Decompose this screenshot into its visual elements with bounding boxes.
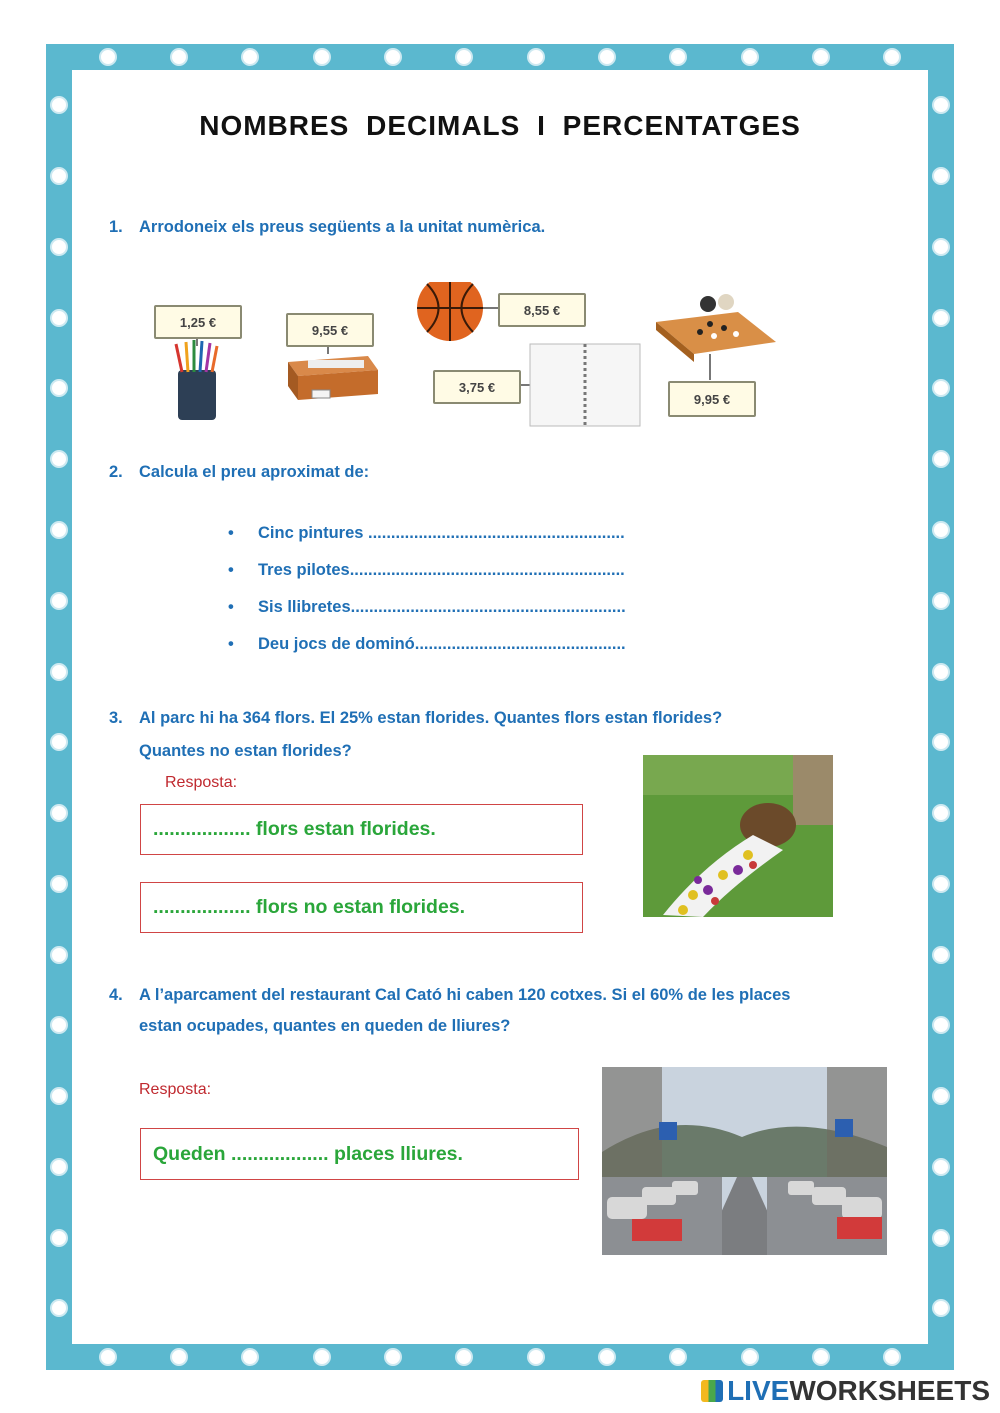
question-3-number: 3. bbox=[109, 709, 123, 727]
bullet-mark: • bbox=[228, 635, 234, 653]
q3-answer-text-1: .................. flors estan florides. bbox=[153, 818, 436, 840]
q3-answer-box-1[interactable] bbox=[140, 804, 583, 855]
flowers-photo bbox=[643, 755, 833, 917]
list-item bbox=[228, 524, 626, 561]
price-tag-board: 9,95 € bbox=[668, 381, 756, 417]
list-item bbox=[228, 635, 626, 672]
q3-response-label: Resposta: bbox=[165, 774, 238, 791]
page-title: NOMBRES DECIMALS I PERCENTATGES bbox=[199, 110, 801, 141]
bullet-mark: • bbox=[228, 561, 234, 579]
question-2-text: Calcula el preu aproximat de: bbox=[139, 463, 370, 481]
question-4-number: 4. bbox=[109, 986, 123, 1004]
border-flowers-top bbox=[72, 44, 928, 70]
question-3 bbox=[109, 709, 722, 728]
item-list bbox=[228, 524, 626, 672]
question-2 bbox=[109, 463, 369, 482]
q4-answer-box[interactable] bbox=[140, 1128, 579, 1180]
border-flowers-bottom bbox=[72, 1344, 928, 1370]
question-3-text: Al parc hi ha 364 flors. El 25% estan florides. Quantes flors estan florides? bbox=[139, 709, 723, 727]
list-item-text: Tres pilotes............................................................ bbox=[258, 561, 625, 579]
basketball-image bbox=[417, 282, 498, 341]
bullet-mark: • bbox=[228, 598, 234, 616]
price-tag-ball: 8,55 € bbox=[498, 293, 586, 327]
question-1 bbox=[109, 218, 545, 237]
pencil-cup-image bbox=[176, 334, 217, 420]
logo-live-text: LIVE bbox=[727, 1375, 790, 1406]
question-2-number: 2. bbox=[109, 463, 123, 481]
price-tag-pencils: 1,25 € bbox=[154, 305, 242, 339]
notebook-image bbox=[520, 344, 640, 426]
q4-response-label: Resposta: bbox=[139, 1081, 212, 1098]
q4-answer-text: Queden .................. places lliures. bbox=[153, 1142, 463, 1165]
price-tag-notebook: 3,75 € bbox=[433, 370, 521, 404]
list-item-text: Deu jocs de dominó.............................................. bbox=[258, 635, 626, 653]
list-item-text: Sis llibretes............................................................ bbox=[258, 598, 626, 616]
question-1-number: 1. bbox=[109, 218, 123, 236]
q3-answer-text-2: .................. flors no estan florides. bbox=[153, 896, 466, 918]
question-4 bbox=[109, 986, 790, 1005]
list-item-text: Cinc pintures ........................................................ bbox=[258, 524, 625, 542]
logo-icon bbox=[701, 1380, 723, 1402]
q3-answer-box-2[interactable] bbox=[140, 882, 583, 933]
border-flowers-left bbox=[46, 70, 72, 1344]
parking-photo bbox=[602, 1067, 887, 1255]
bullet-mark: • bbox=[228, 524, 234, 542]
question-1-text: Arrodoneix els preus següents a la unitat numèrica. bbox=[139, 218, 546, 236]
question-3-line2: Quantes no estan florides? bbox=[139, 742, 352, 760]
border-flowers-right bbox=[928, 70, 954, 1344]
question-4-text: A l’aparcament del restaurant Cal Cató hi caben 120 cotxes. Si el 60% de les places bbox=[139, 986, 791, 1004]
price-tag-domino: 9,55 € bbox=[286, 313, 374, 347]
question-4-line2: estan ocupades, quantes en queden de lliures? bbox=[139, 1017, 511, 1035]
liveworksheets-logo bbox=[701, 1375, 990, 1407]
domino-box-image bbox=[288, 342, 378, 400]
list-item bbox=[228, 561, 626, 598]
go-board-image bbox=[656, 294, 776, 380]
list-item bbox=[228, 598, 626, 635]
logo-worksheets-text: WORKSHEETS bbox=[789, 1375, 990, 1406]
